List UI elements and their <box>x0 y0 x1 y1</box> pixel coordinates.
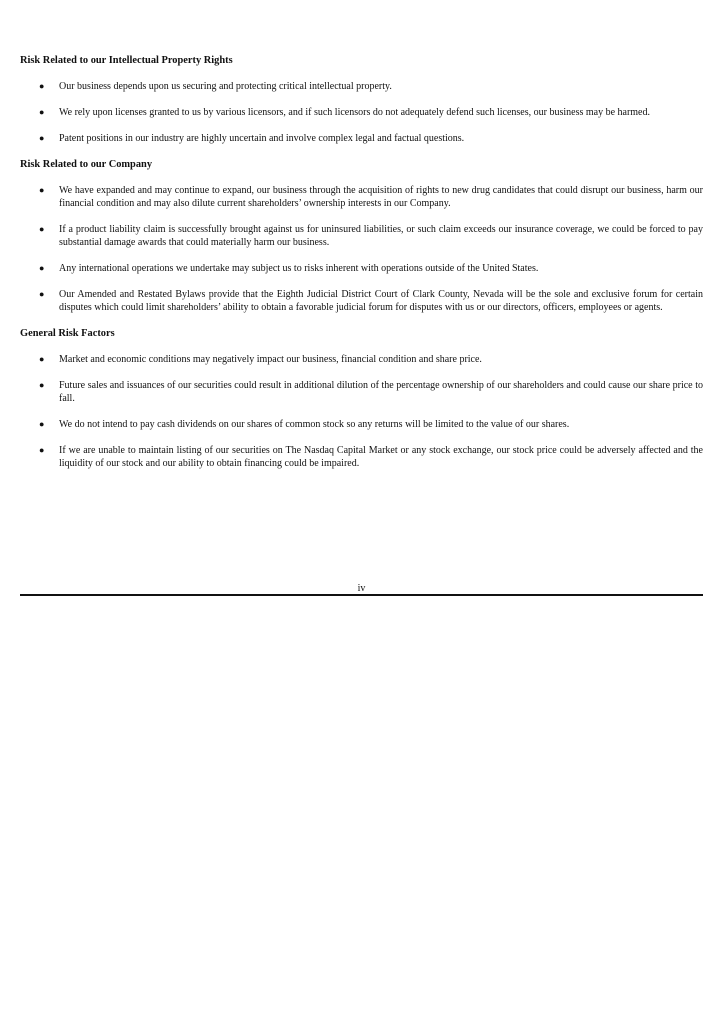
list-item <box>20 418 703 431</box>
list-item <box>20 223 703 249</box>
bullet-icon: ● <box>39 263 45 273</box>
list-item <box>20 379 703 405</box>
risk-list-intellectual-property <box>20 80 703 145</box>
list-item <box>20 132 703 145</box>
section-heading-general-risk-factors: General Risk Factors <box>20 328 115 339</box>
list-item-text: We do not intend to pay cash dividends on our shares of common stock so any returns will be limited to the value of our shares. <box>59 419 570 430</box>
bullet-icon: ● <box>39 107 45 117</box>
bullet-icon: ● <box>39 354 45 364</box>
list-item-text: If we are unable to maintain listing of our securities on The Nasdaq Capital Market or any stock exchange, our stock price could be adversely affected and the liquidity of our stock and our ability to obtain financing could be impaired. <box>59 445 703 469</box>
bullet-icon: ● <box>39 445 45 455</box>
list-item-text: Market and economic conditions may negatively impact our business, financial condition and share price. <box>59 354 482 365</box>
risk-list-general <box>20 353 703 470</box>
list-item <box>20 353 703 366</box>
section-heading-company: Risk Related to our Company <box>20 159 153 170</box>
bullet-icon: ● <box>39 380 45 390</box>
list-item-text: If a product liability claim is successfully brought against us for uninsured liabilities, or such claim exceeds our insurance coverage, we could be forced to pay substantial damage awards that could materially harm our business. <box>59 224 703 248</box>
page-divider <box>20 594 703 596</box>
list-item <box>20 80 703 93</box>
section-heading-intellectual-property: Risk Related to our Intellectual Property Rights <box>20 55 233 66</box>
list-item-text: We have expanded and may continue to expand, our business through the acquisition of rights to new drug candidates that could disrupt our business, harm our financial condition and may also dilute current shareholders’ ownership interests in our Company. <box>59 185 703 209</box>
list-item <box>20 184 703 210</box>
document-page <box>20 54 703 594</box>
list-item-text: We rely upon licenses granted to us by various licensors, and if such licensors do not adequately defend such licenses, our business may be harmed. <box>59 107 650 118</box>
list-item-text: Any international operations we undertake may subject us to risks inherent with operations outside of the United States. <box>59 263 539 274</box>
list-item-text: Future sales and issuances of our securities could result in additional dilution of the percentage ownership of our shareholders and could cause our share price to fall. <box>59 380 703 404</box>
bullet-icon: ● <box>39 224 45 234</box>
list-item-text: Our Amended and Restated Bylaws provide that the Eighth Judicial District Court of Clark County, Nevada will be the sole and exclusive forum for certain disputes which could limit shareholders’ ability to obtain a favorable judicial forum for disputes with us or our directors, officers, employees or agents. <box>59 289 703 313</box>
list-item-text: Our business depends upon us securing and protecting critical intellectual property. <box>59 81 392 92</box>
list-item <box>20 444 703 470</box>
bullet-icon: ● <box>39 419 45 429</box>
list-item <box>20 262 703 275</box>
bullet-icon: ● <box>39 289 45 299</box>
list-item <box>20 288 703 314</box>
bullet-icon: ● <box>39 81 45 91</box>
list-item-text: Patent positions in our industry are highly uncertain and involve complex legal and factual questions. <box>59 133 465 144</box>
bullet-icon: ● <box>39 185 45 195</box>
risk-list-company <box>20 184 703 314</box>
list-item <box>20 106 703 119</box>
page-number: iv <box>357 583 366 594</box>
bullet-icon: ● <box>39 133 45 143</box>
